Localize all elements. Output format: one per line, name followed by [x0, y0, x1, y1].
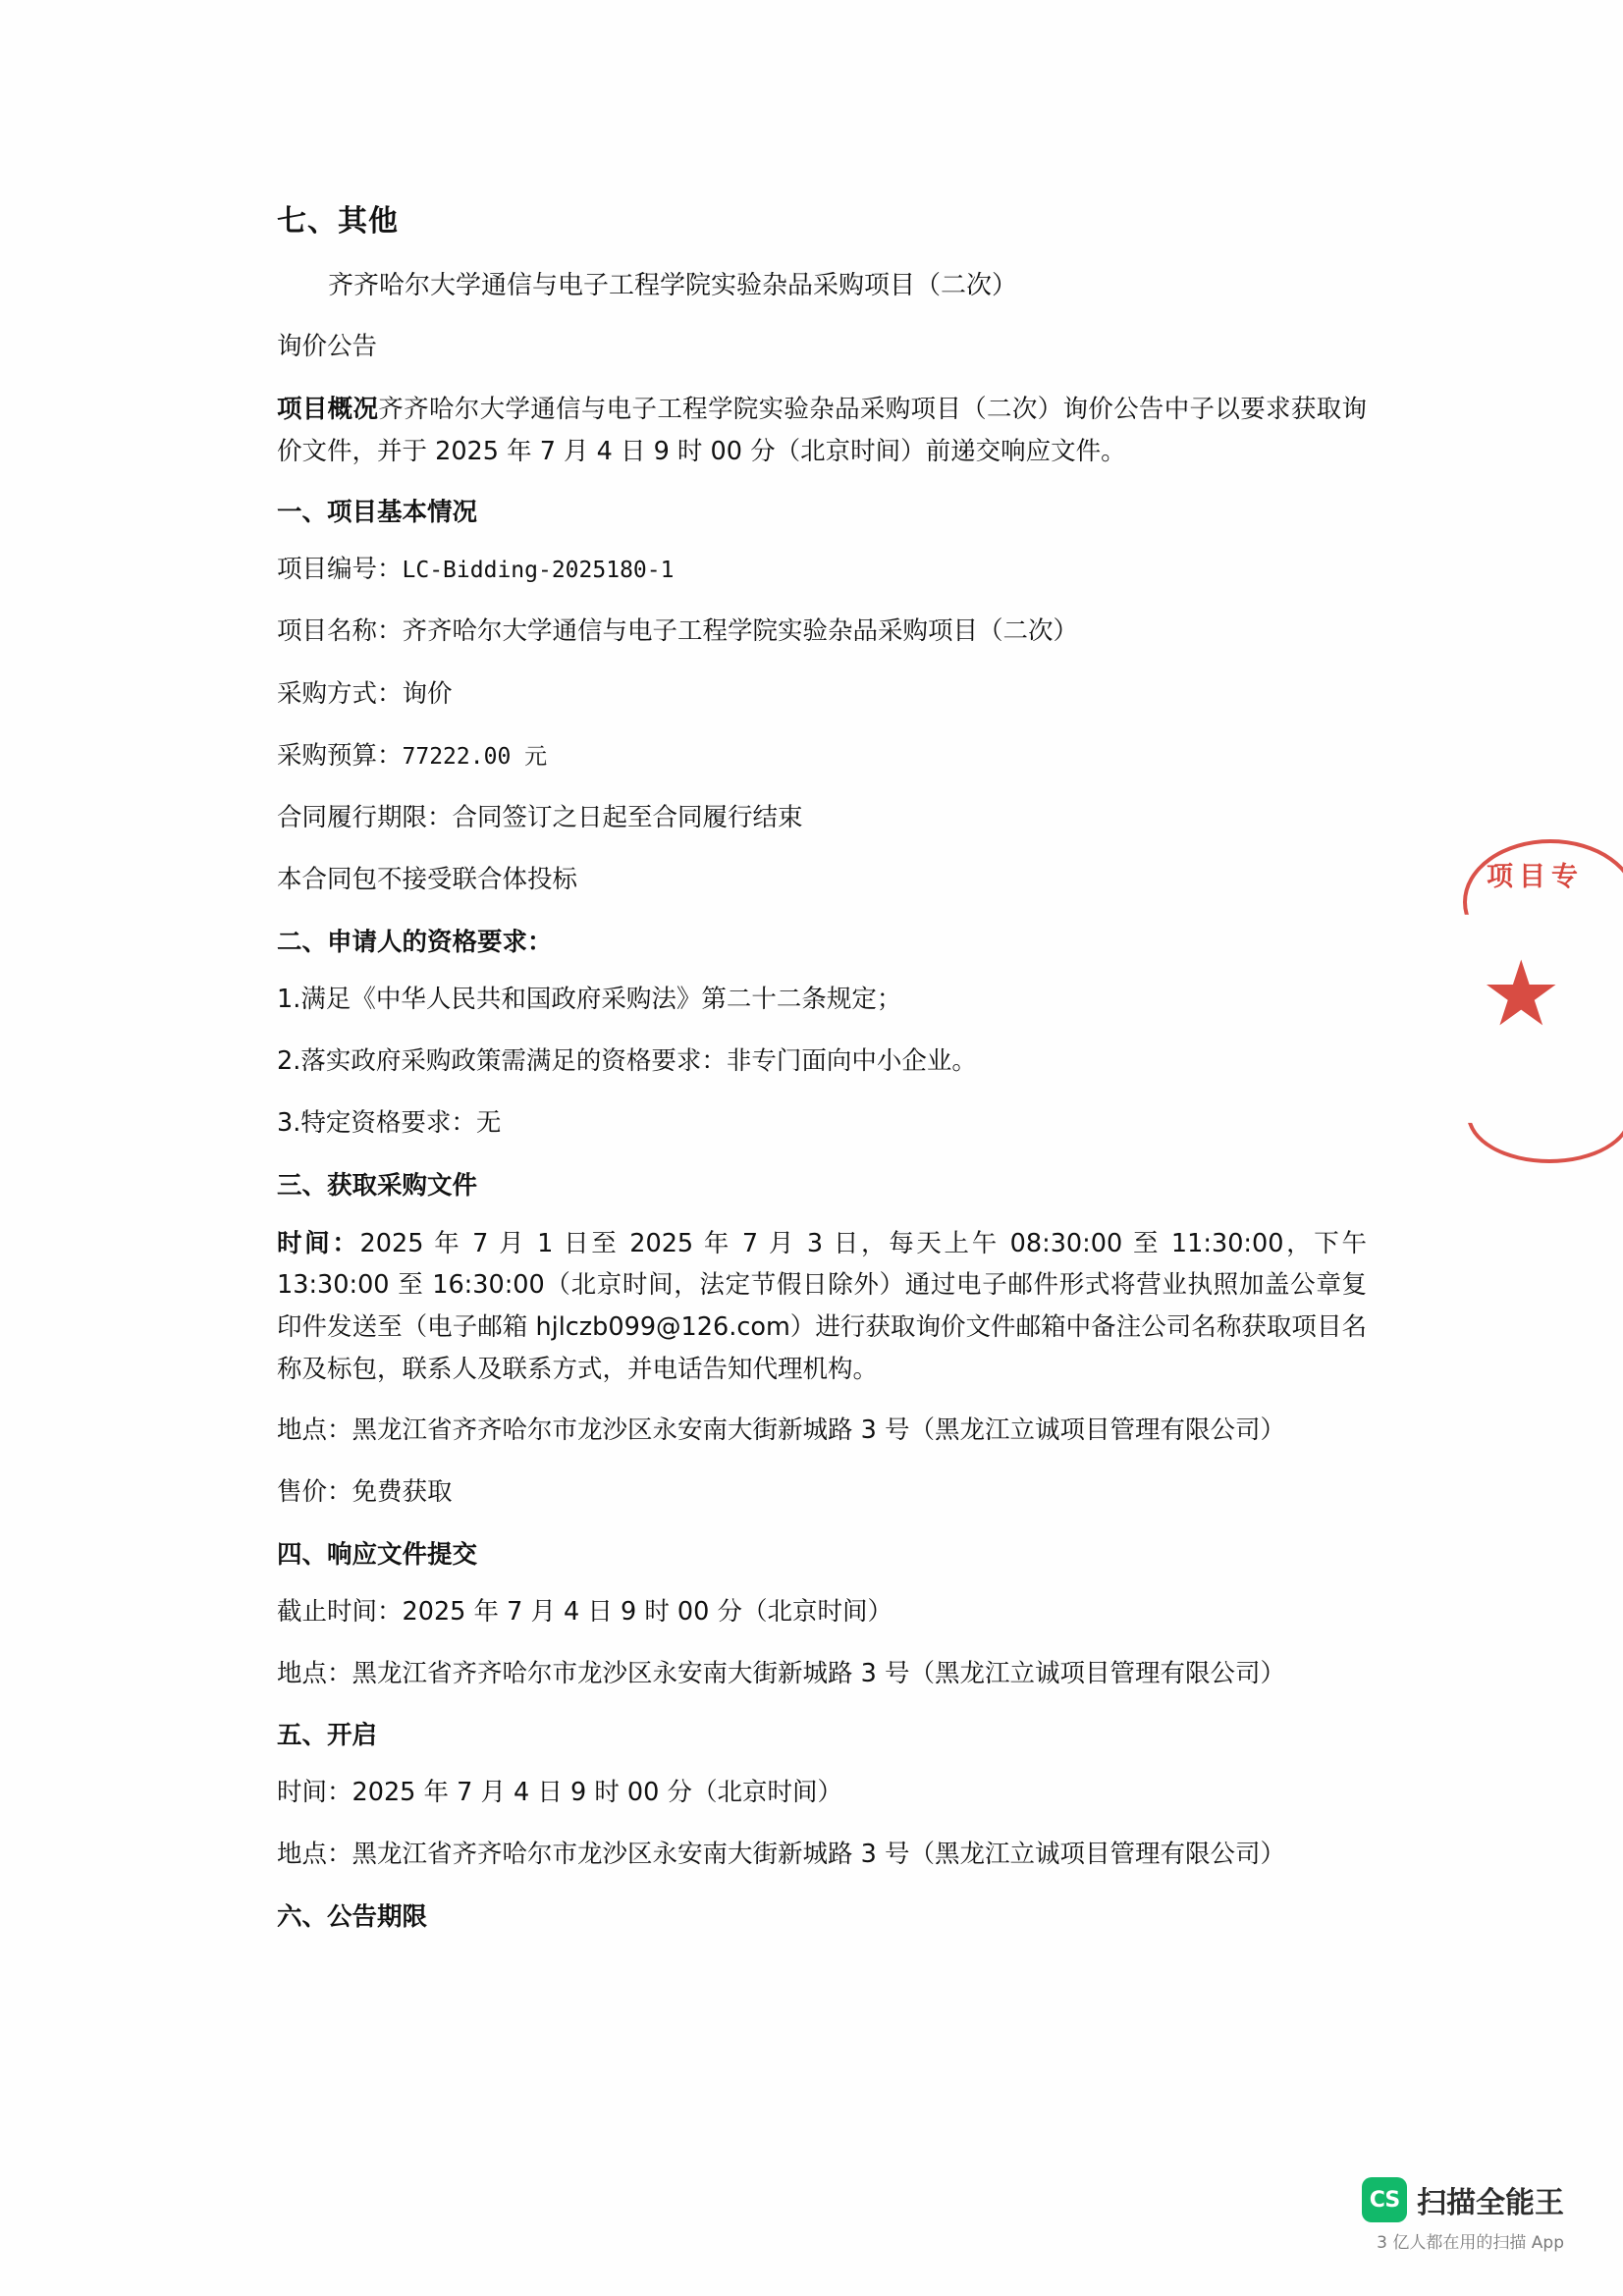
budget-value: 77222.00 元 [402, 743, 548, 770]
project-number-label: 项目编号： [277, 554, 403, 584]
acquire-time-label: 时间： [277, 1228, 360, 1258]
acquire-price-label: 售价： [277, 1477, 352, 1508]
procurement-method-value: 询价 [402, 678, 453, 709]
seal-arc-top-icon [1463, 839, 1623, 965]
qualification-item-1: 1.满足《中华人民共和国政府采购法》第二十二条规定； [277, 984, 902, 1014]
opening-time-value: 2025 年 7 月 4 日 9 时 00 分（北京时间） [352, 1778, 842, 1808]
consortium-note: 本合同包不接受联合体投标 [277, 865, 578, 895]
qualification-item-3: 3.特定资格要求：无 [277, 1108, 502, 1139]
submit-deadline-value: 2025 年 7 月 4 日 9 时 00 分（北京时间） [402, 1596, 893, 1627]
opening-time-label: 时间： [277, 1778, 352, 1808]
project-overview [277, 389, 1367, 473]
budget-row [277, 736, 1367, 776]
opening-time-row [277, 1773, 1367, 1813]
project-number-row [277, 550, 1367, 590]
acquire-place-label: 地点： [277, 1415, 352, 1445]
opening-place-label: 地点： [277, 1840, 352, 1870]
qualification-item-2: 2.落实政府采购政策需满足的资格要求：非专门面向中小企业。 [277, 1046, 977, 1077]
seal-arc-bottom-icon [1467, 1067, 1623, 1163]
submit-deadline-label: 截止时间： [277, 1596, 403, 1627]
acquire-place-row [277, 1411, 1367, 1451]
official-seal [1473, 839, 1620, 1153]
project-overview-text: 齐齐哈尔大学通信与电子工程学院实验杂品采购项目（二次）询价公告中子以要求获取询价文件，并于 2025 年 7 月 4 日 9 时 00 分（北京时间）前递交响应文件。 [277, 395, 1367, 467]
submit-place-value: 黑龙江省齐齐哈尔市龙沙区永安南大街新城路 3 号（黑龙江立诚项目管理有限公司） [352, 1658, 1285, 1688]
submit-place-row [277, 1654, 1367, 1694]
project-name-value: 齐齐哈尔大学通信与电子工程学院实验杂品采购项目（二次） [402, 616, 1079, 647]
submit-place-label: 地点： [277, 1658, 352, 1688]
budget-label: 采购预算： [277, 740, 403, 771]
project-name-label: 项目名称： [277, 616, 403, 647]
section-3-title: 三、获取采购文件 [277, 1170, 478, 1201]
scanner-watermark-row [1362, 2177, 1564, 2222]
project-number-value: LC-Bidding-2025180-1 [402, 557, 675, 583]
scanner-watermark [1362, 2177, 1564, 2253]
contract-period-value: 合同签订之日起至合同履行结束 [452, 803, 803, 833]
contract-period-label: 合同履行期限： [277, 803, 453, 833]
procurement-method-row [277, 674, 1367, 715]
procurement-method-label: 采购方式： [277, 678, 403, 709]
project-name-row [277, 612, 1367, 652]
opening-place-value: 黑龙江省齐齐哈尔市龙沙区永安南大街新城路 3 号（黑龙江立诚项目管理有限公司） [352, 1840, 1285, 1870]
acquire-time-row [277, 1223, 1367, 1391]
acquire-price-row [277, 1472, 1367, 1513]
acquire-time-value: 2025 年 7 月 1 日至 2025 年 7 月 3 日，每天上午 08:30:00 至 11:30:00，下午 13:30:00 至 16:30:00（北京时间，法定节假日除外）通过电子邮件形式将营业执照加盖公章复印件发送至（电子邮箱 hjlczb099@126.com）进行获取询价文件邮箱中备注公司名称获取项目名称及标包，联系人及联系方式，并电话告知代理机构。 [277, 1228, 1367, 1385]
section-2-title: 二、申请人的资格要求： [277, 927, 553, 957]
notice-type: 询价公告 [277, 332, 378, 361]
camscanner-tagline: 3 亿人都在用的扫描 App [1377, 2233, 1564, 2253]
document-body [277, 196, 1367, 1954]
document-title: 齐齐哈尔大学通信与电子工程学院实验杂品采购项目（二次） [328, 271, 1018, 300]
section-6-title: 六、公告期限 [277, 1901, 428, 1932]
camscanner-name: 扫描全能王 [1417, 2186, 1564, 2220]
contract-period-row [277, 798, 1367, 838]
project-overview-label: 项目概况 [277, 395, 379, 425]
acquire-place-value: 黑龙江省齐齐哈尔市龙沙区永安南大街新城路 3 号（黑龙江立诚项目管理有限公司） [352, 1415, 1285, 1445]
section-heading: 七、其他 [277, 204, 399, 239]
section-4-title: 四、响应文件提交 [277, 1539, 478, 1570]
opening-place-row [277, 1835, 1367, 1875]
acquire-price-value: 免费获取 [352, 1477, 453, 1508]
seal-text: 项目专 [1487, 862, 1584, 892]
section-5-title: 五、开启 [277, 1721, 378, 1751]
seal-star-icon: ★ [1481, 944, 1562, 1044]
section-1-title: 一、项目基本情况 [277, 497, 478, 527]
submit-deadline-row [277, 1592, 1367, 1632]
camscanner-logo-icon: CS [1362, 2177, 1407, 2222]
